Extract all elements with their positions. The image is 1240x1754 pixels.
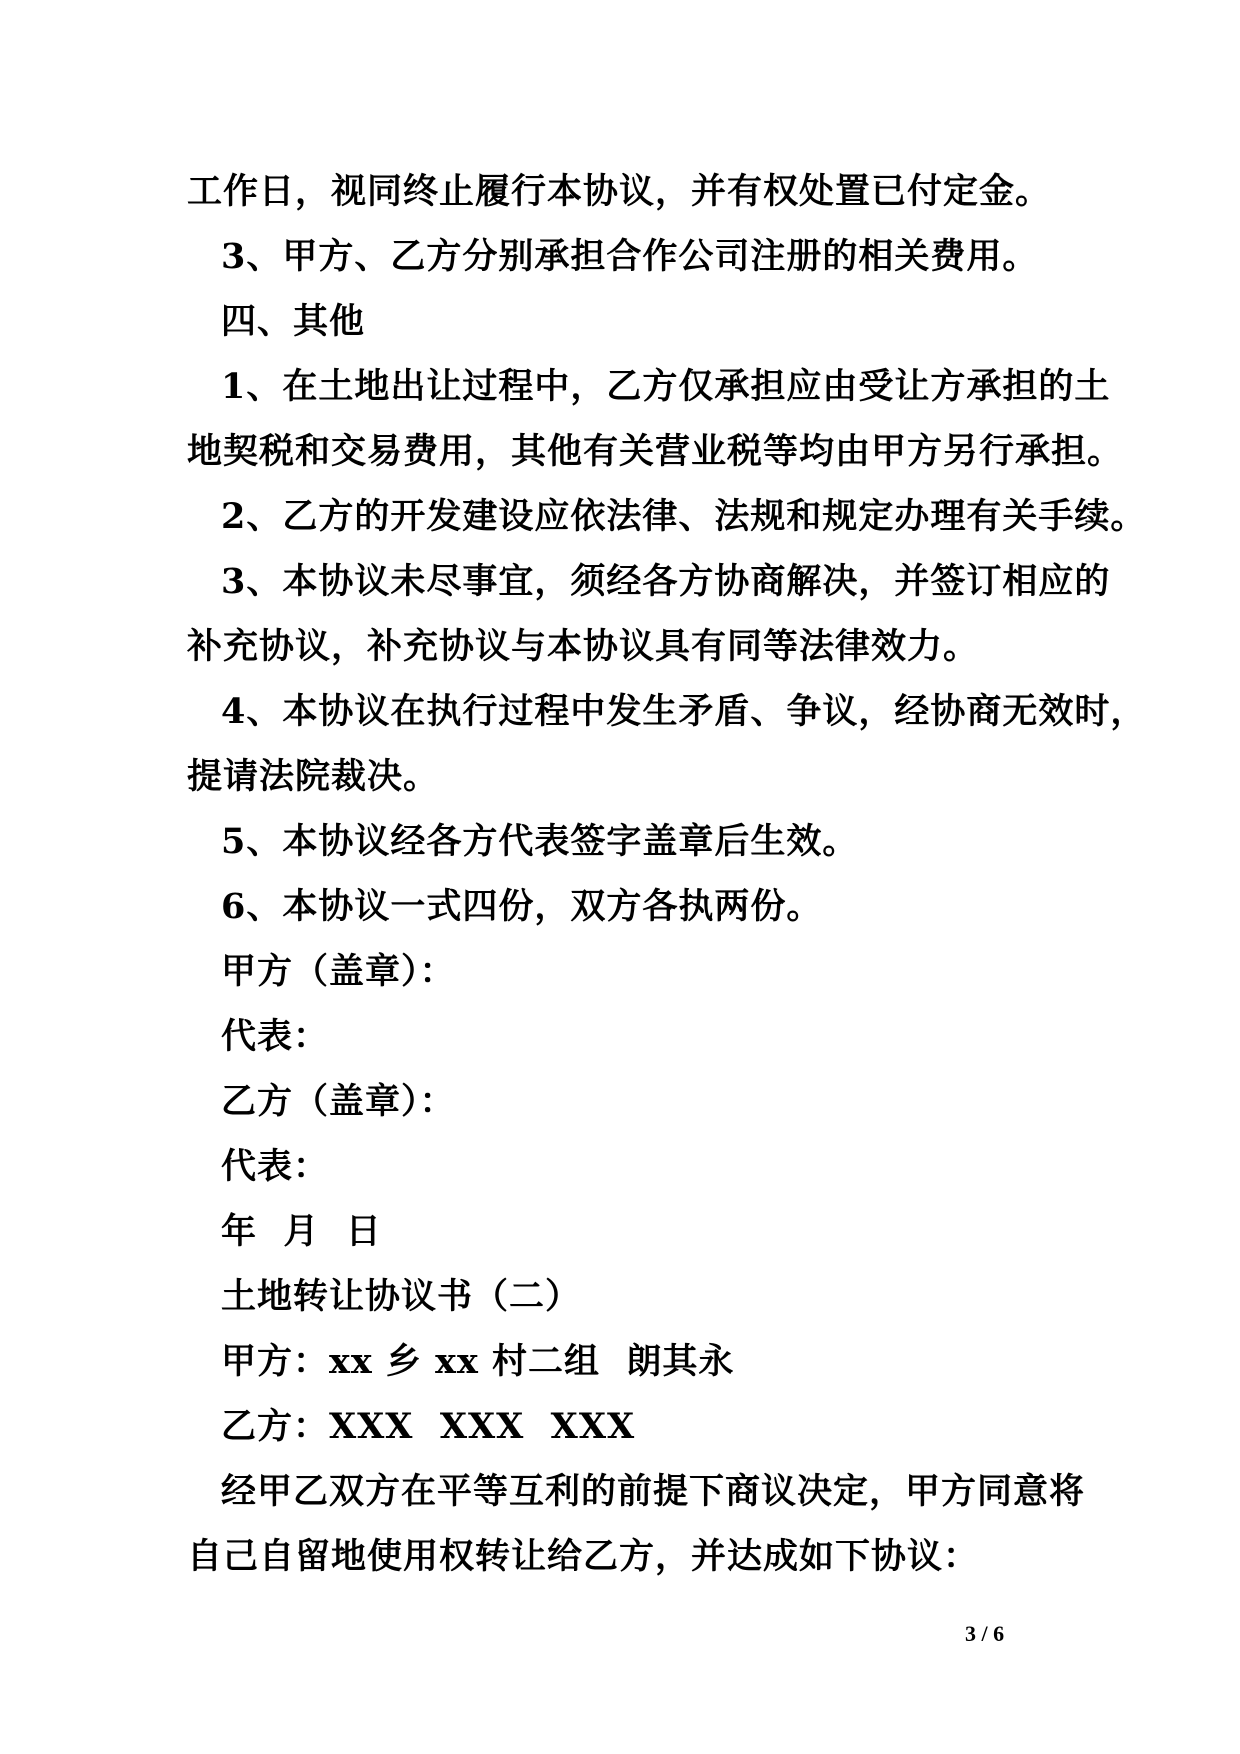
signature-party-b: 乙方（盖章）： xyxy=(221,1081,456,1122)
page-number: 3 / 6 xyxy=(965,1621,1005,1646)
text-line: 工作日，视同终止履行本协议，并有权处置已付定金。 xyxy=(187,171,1052,212)
text-line: 3、甲方、乙方分别承担合作公司注册的相关费用。 xyxy=(221,236,1039,277)
date-line: 年 月 日 xyxy=(221,1211,382,1252)
text-line: 地契税和交易费用，其他有关营业税等均由甲方另行承担。 xyxy=(187,431,1124,472)
text-line: 经甲乙双方在平等互利的前提下商议决定，甲方同意将 xyxy=(221,1471,1086,1512)
section-heading: 四、其他 xyxy=(221,301,366,342)
text-line: 5、本协议经各方代表签字盖章后生效。 xyxy=(221,821,859,862)
party-a-line: 甲方：xx 乡 xx 村二组 朗其永 xyxy=(221,1341,735,1382)
agreement-title: 土地转让协议书（二） xyxy=(221,1276,582,1317)
signature-representative-a: 代表： xyxy=(221,1016,330,1057)
text-line: 提请法院裁决。 xyxy=(187,756,440,797)
text-line: 4、本协议在执行过程中发生矛盾、争议，经协商无效时， xyxy=(221,691,1147,732)
signature-representative-b: 代表： xyxy=(221,1146,330,1187)
text-line: 6、本协议一式四份，双方各执两份。 xyxy=(221,886,823,927)
text-line: 2、乙方的开发建设应依法律、法规和规定办理有关手续。 xyxy=(221,496,1147,537)
text-line: 1、在土地出让过程中，乙方仅承担应由受让方承担的土 xyxy=(221,366,1111,407)
text-line: 自己自留地使用权转让给乙方，并达成如下协议： xyxy=(187,1536,980,1577)
text-line: 补充协议，补充协议与本协议具有同等法律效力。 xyxy=(187,626,980,667)
text-line: 3、本协议未尽事宜，须经各方协商解决，并签订相应的 xyxy=(221,561,1111,602)
signature-party-a: 甲方（盖章）： xyxy=(221,951,456,992)
party-b-line: 乙方：XXX XXX XXX xyxy=(221,1406,636,1447)
